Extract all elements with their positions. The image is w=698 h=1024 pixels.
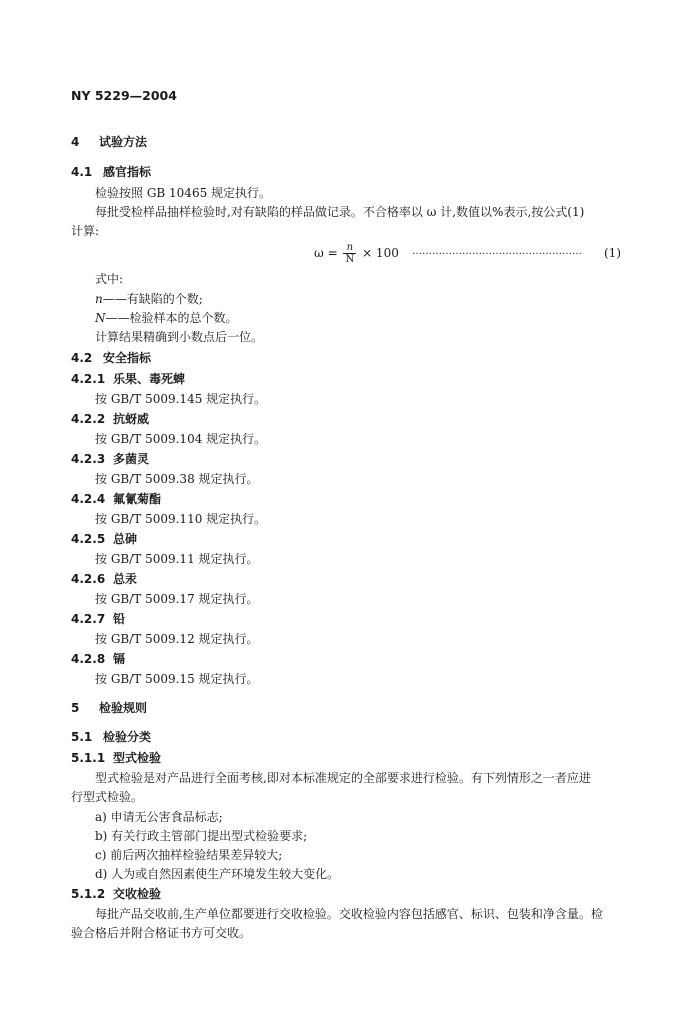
paragraph: 验合格后并附合格证书方可交收。 (71, 926, 252, 940)
subsection-heading (71, 370, 185, 387)
formula-number: (1) (604, 246, 621, 260)
subsection-heading (71, 885, 161, 902)
subsection-title: 多菌灵 (113, 452, 150, 466)
variable-description: ——检验样本的总个数。 (105, 311, 238, 325)
subsection-number: 5.1.2 (71, 887, 106, 901)
paragraph: 按 GB/T 5009.12 规定执行。 (95, 632, 259, 646)
paragraph: 型式检验是对产品进行全面考核,即对本标准规定的全部要求进行检验。有下列情形之一者应进 (95, 771, 591, 785)
section-title: 检验规则 (99, 701, 148, 715)
fraction-denominator: N (345, 254, 355, 265)
paragraph: 按 GB/T 5009.104 规定执行。 (95, 432, 267, 446)
subsection-title: 交收检验 (113, 887, 162, 901)
formula-rhs: × 100 (362, 246, 399, 260)
subsection-number: 4.2.1 (71, 372, 106, 386)
subsection-heading (71, 490, 161, 507)
section-number: 4 (71, 135, 80, 149)
section-5-1-heading (71, 728, 151, 745)
section-4-heading (71, 133, 147, 150)
subsection-title: 氟氰菊酯 (113, 492, 162, 506)
paragraph: 按 GB/T 5009.38 规定执行。 (95, 472, 259, 486)
formula-leader: …………………………………………… (412, 246, 582, 257)
variable-symbol: N (95, 311, 106, 325)
section-number: 5.1 (71, 730, 93, 744)
list-item: b) 有关行政主管部门提出型式检验要求; (95, 829, 308, 843)
section-5-heading (71, 699, 147, 716)
subsection-number: 4.2.4 (71, 492, 106, 506)
subsection-title: 铅 (113, 612, 126, 626)
document-code: NY 5229—2004 (71, 88, 177, 103)
subsection-number: 4.2.3 (71, 452, 106, 466)
paragraph: 检验按照 GB 10465 规定执行。 (95, 186, 272, 200)
subsection-number: 4.2.2 (71, 412, 106, 426)
paragraph: 按 GB/T 5009.110 规定执行。 (95, 512, 267, 526)
variable-definition (95, 309, 238, 326)
fraction-numerator: n (343, 242, 356, 254)
formula (314, 242, 399, 265)
subsection-heading (71, 610, 125, 627)
paragraph: 按 GB/T 5009.11 规定执行。 (95, 552, 259, 566)
variable-description: ——有缺陷的个数; (102, 292, 203, 306)
paragraph: 按 GB/T 5009.145 规定执行。 (95, 392, 267, 406)
subsection-heading (71, 530, 137, 547)
list-item: a) 申请无公害食品标志; (95, 810, 223, 824)
subsection-title: 抗蚜威 (113, 412, 150, 426)
paragraph: 行型式检验。 (71, 790, 144, 804)
section-number: 4.1 (71, 165, 93, 179)
subsection-heading (71, 570, 137, 587)
section-number: 4.2 (71, 351, 93, 365)
section-title: 检验分类 (103, 730, 152, 744)
paragraph: 计算结果精确到小数点后一位。 (95, 330, 264, 344)
subsection-title: 乐果、毒死蜱 (113, 372, 186, 386)
subsection-number: 4.2.7 (71, 612, 106, 626)
section-number: 5 (71, 701, 80, 715)
subsection-title: 总砷 (113, 532, 138, 546)
subsection-number: 4.2.6 (71, 572, 106, 586)
subsection-title: 镉 (113, 652, 126, 666)
where-label: 式中: (95, 272, 124, 286)
section-4-2-heading (71, 349, 151, 366)
subsection-number: 4.2.5 (71, 532, 106, 546)
section-title: 感官指标 (103, 165, 152, 179)
paragraph: 按 GB/T 5009.15 规定执行。 (95, 672, 259, 686)
section-4-1-heading (71, 163, 151, 180)
list-item: d) 人为或自然因素使生产环境发生较大变化。 (95, 867, 340, 881)
paragraph: 每批产品交收前,生产单位都要进行交收检验。交收检验内容包括感官、标识、包装和净含量。检 (95, 907, 603, 921)
formula-lhs: ω = (314, 246, 338, 260)
subsection-heading (71, 749, 161, 766)
paragraph: 计算: (71, 224, 100, 238)
paragraph: 每批受检样品抽样检验时,对有缺陷的样品做记录。不合格率以 ω 计,数值以%表示,按公式(1) (95, 205, 585, 219)
subsection-heading (71, 410, 149, 427)
subsection-number: 4.2.8 (71, 652, 106, 666)
variable-definition (95, 290, 203, 307)
subsection-number: 5.1.1 (71, 751, 106, 765)
section-title: 试验方法 (99, 135, 148, 149)
subsection-heading (71, 650, 125, 667)
section-title: 安全指标 (103, 351, 152, 365)
subsection-title: 总汞 (113, 572, 138, 586)
variable-symbol: n (95, 292, 103, 306)
subsection-title: 型式检验 (113, 751, 162, 765)
paragraph: 按 GB/T 5009.17 规定执行。 (95, 592, 259, 606)
list-item: c) 前后两次抽样检验结果差异较大; (95, 848, 283, 862)
formula-fraction (343, 242, 356, 265)
subsection-heading (71, 450, 149, 467)
